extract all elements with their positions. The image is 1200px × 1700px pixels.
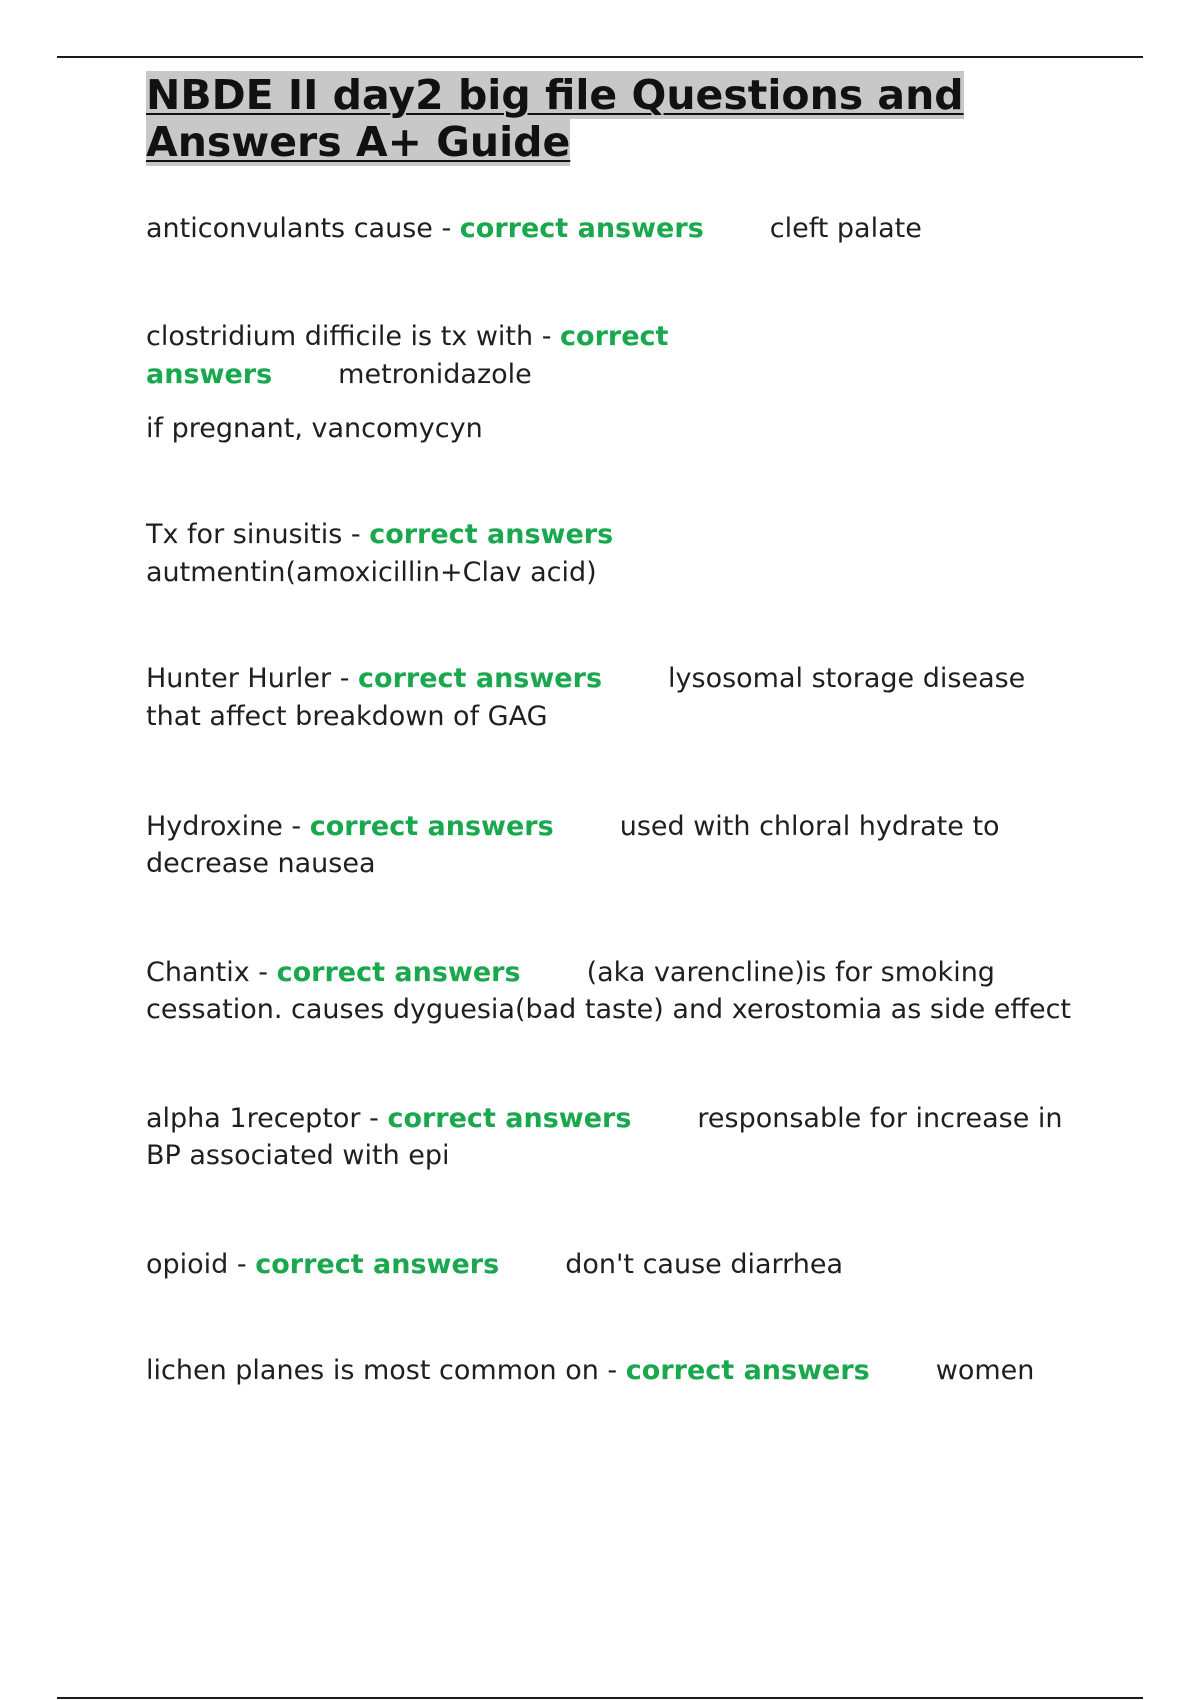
qa-item [146, 1352, 1086, 1390]
answer-text: women [935, 1355, 1035, 1386]
qa-item [146, 808, 1086, 882]
answer-text: don't cause diarrhea [565, 1249, 844, 1280]
question-text: Hydroxine - [146, 811, 310, 842]
answer-marker: correct answers [369, 519, 614, 550]
answer-marker: correct answers [358, 663, 603, 694]
question-text: Tx for sinusitis - [146, 519, 370, 550]
qa-item [146, 660, 1086, 736]
qa-item [146, 954, 1086, 1028]
question-text: anticonvulants cause - [146, 213, 460, 244]
header-rule [57, 56, 1143, 58]
question-text: Chantix - [146, 957, 277, 988]
answer-text: metronidazole [338, 359, 532, 390]
question-text: alpha 1receptor - [146, 1103, 388, 1134]
answer-marker: correct answers [309, 811, 554, 842]
question-text: clostridium difficile is tx with - [146, 321, 561, 352]
answer-text: (aka varencline)is for smoking cessation. causes dyguesia(bad taste) and xerostomia as side effect [146, 957, 1072, 1025]
qa-item [146, 1100, 1086, 1174]
question-text: opioid - [146, 1249, 256, 1280]
answer-note: if pregnant, vancomycyn [146, 413, 483, 444]
footer-rule [57, 1697, 1143, 1699]
answer-marker: correct answers [255, 1249, 500, 1280]
question-text: Hunter Hurler - [146, 663, 359, 694]
answer-text: lysosomal storage disease that affect breakdown of GAG [146, 663, 1026, 732]
answer-text: autmentin(amoxicillin+Clav acid) [146, 557, 597, 588]
answer-marker: correct answers [459, 213, 704, 244]
answer-marker: correct answers [625, 1355, 870, 1386]
answer-text: cleft palate [769, 213, 922, 244]
qa-item [146, 318, 706, 394]
question-text: lichen planes is most common on - [146, 1355, 626, 1386]
answer-marker: correct answers [387, 1103, 632, 1134]
answer-text: used with chloral hydrate to decrease nausea [146, 811, 1000, 879]
answer-marker: correct answers [146, 321, 669, 390]
document-title: NBDE II day2 big file Questions and Answers A+ Guide [146, 71, 964, 166]
qa-item [146, 210, 1086, 248]
answer-marker: correct answers [276, 957, 521, 988]
answer-text: responsable for increase in BP associated with epi [146, 1103, 1063, 1171]
document-body [146, 72, 1086, 1390]
qa-item [146, 1246, 1086, 1284]
qa-item [146, 516, 846, 592]
